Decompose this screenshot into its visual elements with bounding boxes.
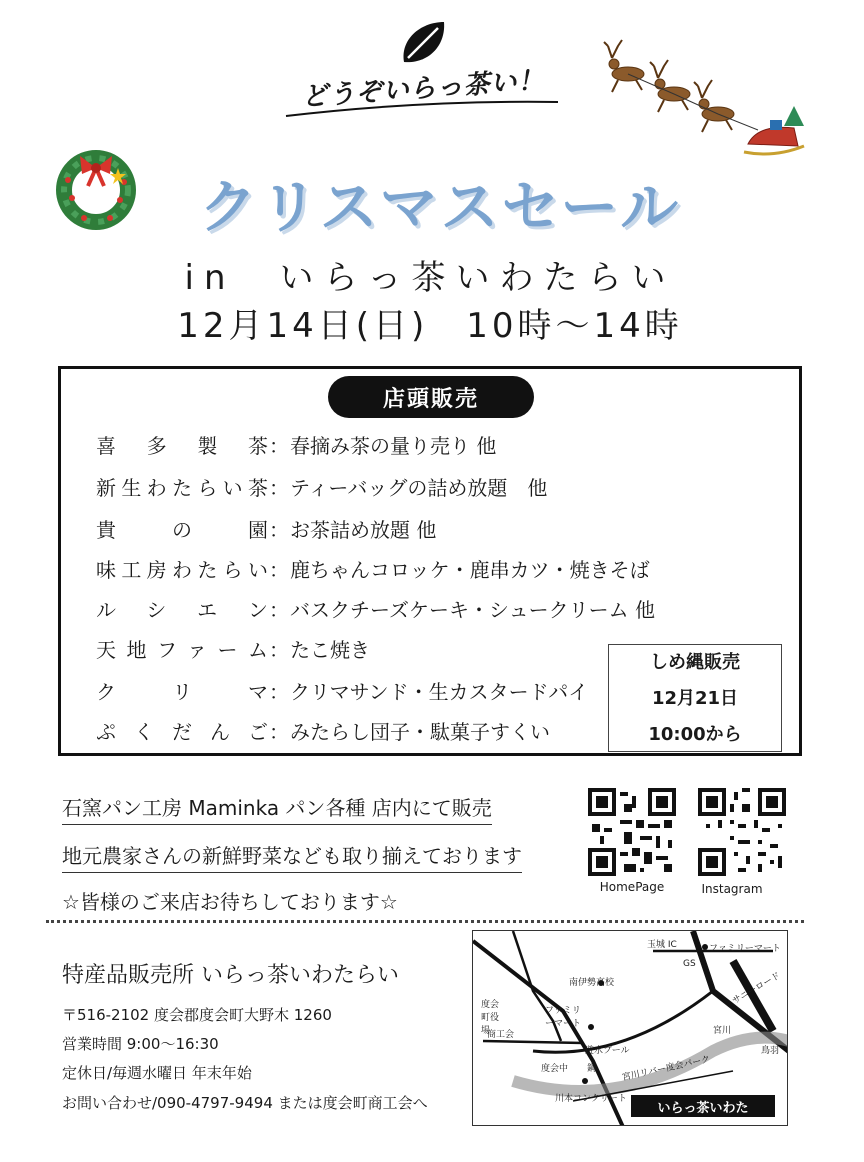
shop-name: 特産品販売所 いらっ茶いわたらい <box>62 963 399 988</box>
map-label: 遊水プール <box>585 1046 630 1056</box>
vendor-row <box>96 630 370 666</box>
shop-closed-days: 定休日/毎週水曜日 年末年始 <box>62 1064 252 1082</box>
vendor-name: ぷくだんご <box>96 719 268 744</box>
shop-contact: お問い合わせ/090-4797-9494 または度会町商工会へ <box>62 1094 428 1112</box>
vendor-row <box>96 712 550 748</box>
map-label: 度会町役場 <box>481 1000 500 1036</box>
map-label: 商工会 <box>487 1030 515 1040</box>
tea-leaf-icon <box>398 18 450 68</box>
colon: ： <box>269 719 289 744</box>
reindeer-sleigh-icon <box>598 34 810 164</box>
vendor-items: たこ焼き <box>290 637 370 662</box>
shimenawa-title: しめ縄販売 <box>650 652 740 673</box>
vendor-row <box>96 426 496 462</box>
vendor-items: 春摘み茶の量り売り 他 <box>290 433 497 458</box>
vendor-name: 貴の園 <box>96 517 268 542</box>
tagline: どうぞいらっ茶い！ <box>300 65 546 113</box>
map-label: 宮川リバー度会パーク <box>621 1054 712 1084</box>
map-label: ファミリーマート <box>545 1006 582 1029</box>
instagram-qr-label: Instagram <box>701 882 763 896</box>
vendor-name: クリマ <box>96 679 268 704</box>
colon: ： <box>269 637 289 662</box>
section-divider <box>46 920 804 923</box>
colon: ： <box>269 433 289 458</box>
shimenawa-time: 10:00から <box>648 724 742 745</box>
map-shop-banner: いらっ茶いわた <box>631 1095 775 1117</box>
vendor-items: バスクチーズケーキ・シュークリーム 他 <box>290 597 655 622</box>
christmas-wreath-icon <box>54 146 138 230</box>
map-label: 鳥羽 <box>761 1046 780 1056</box>
event-date: 12月14日(日) 10時〜14時 <box>177 306 683 346</box>
colon: ： <box>269 597 289 622</box>
sale-title: クリスマスセール <box>198 173 682 241</box>
map-label: 南伊勢高校 <box>569 978 615 988</box>
map-label: サニーロード <box>730 971 783 1007</box>
colon: ： <box>269 679 289 704</box>
homepage-qr-code[interactable] <box>588 788 676 876</box>
vendor-items: みたらし団子・駄菓子すくい <box>290 719 550 744</box>
vendor-items: クリマサンド・生カスタードパイ <box>290 679 589 704</box>
notice-bakery: 石窯パン工房 Maminka パン各種 店内にて販売 <box>62 792 492 825</box>
map-label: 鋼 <box>587 1064 597 1074</box>
shop-hours: 営業時間 9:00〜16:30 <box>62 1035 219 1053</box>
vendor-name: ルシエン <box>96 597 268 622</box>
instagram-qr-code[interactable] <box>698 788 786 876</box>
notice-vegetables: 地元農家さんの新鮮野菜なども取り揃えております <box>62 840 522 873</box>
vendor-row <box>96 468 547 504</box>
map-label: 度会中 <box>541 1064 569 1074</box>
shimenawa-date: 12月21日 <box>651 688 739 709</box>
shop-address: 〒516-2102 度会郡度会町大野木 1260 <box>62 1006 332 1024</box>
vendor-name: 喜多製茶 <box>96 433 268 458</box>
vendor-name: 新生わたらい茶 <box>96 475 268 500</box>
shimenawa-box <box>608 644 782 752</box>
homepage-qr-label: HomePage <box>599 880 665 894</box>
vendor-row <box>96 550 650 586</box>
tagline-underline <box>282 96 562 120</box>
vendor-items: ティーバッグの詰め放題 他 <box>290 475 548 500</box>
map-label: 宮川 <box>713 1026 732 1036</box>
vendor-row <box>96 510 436 546</box>
colon: ： <box>269 517 289 542</box>
colon: ： <box>269 475 289 500</box>
vendor-items: 鹿ちゃんコロッケ・鹿串カツ・焼きそば <box>290 557 650 582</box>
map-label: 川本コンクリート <box>555 1094 627 1104</box>
vendor-name: 味工房わたらい <box>96 557 268 582</box>
map-label: 玉城 IC <box>647 940 677 950</box>
access-map <box>472 930 788 1126</box>
vendor-row <box>96 590 655 626</box>
notice-welcome: ☆皆様のご来店お待ちしております☆ <box>62 890 398 914</box>
vendor-row <box>96 672 588 708</box>
vendor-items: お茶詰め放題 他 <box>290 517 437 542</box>
storefront-heading: 店頭販売 <box>328 376 534 418</box>
colon: ： <box>269 557 289 582</box>
map-label: GS <box>683 959 696 969</box>
venue-subtitle: in いらっ茶いわたらい <box>184 258 676 298</box>
vendor-name: 天地ファーム <box>96 637 268 662</box>
map-label: ファミリーマート <box>709 944 781 954</box>
